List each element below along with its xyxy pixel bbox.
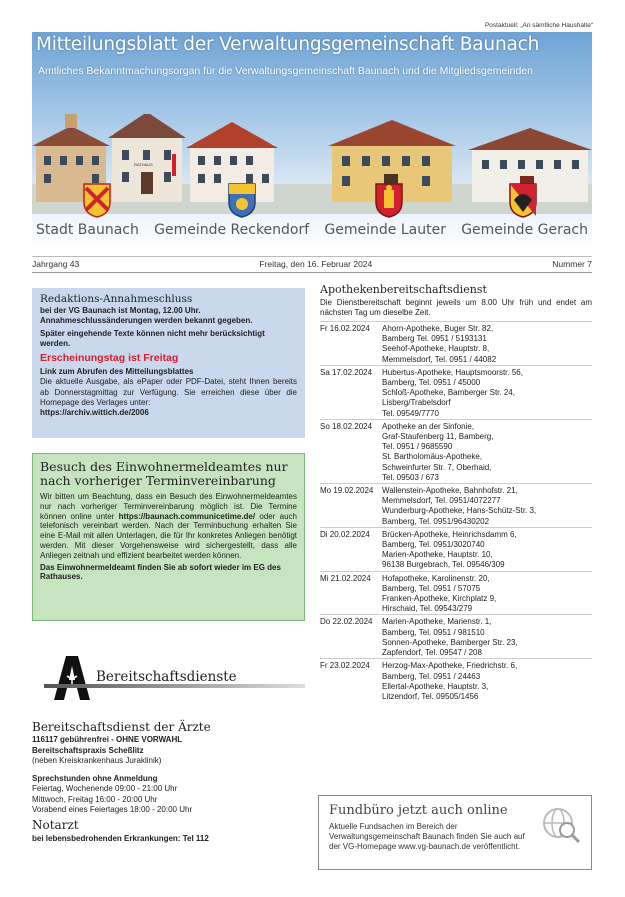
redaktion-box: [32, 288, 305, 438]
apotheken-day: [320, 419, 592, 483]
aerzte-praxis: Bereitschaftspraxis Scheßlitz: [32, 745, 144, 755]
issue-number: Nummer 7: [552, 259, 592, 269]
archive-link[interactable]: https://archiv.wittich.de/2006: [40, 408, 149, 418]
apotheken-day: [320, 365, 592, 419]
pharmacy-line: Apotheke an der Sinfonie,: [382, 421, 475, 431]
masthead-subtitle: Amtliches Bekanntmachungsorgan für die Verwaltungsgemeinschaft Baunach und die Mitgliedsgemeinden: [38, 65, 533, 77]
notarzt-text: bei lebensbedrohenden Erkrankungen: Tel 112: [32, 833, 209, 843]
reckendorf-crest-icon: [227, 182, 257, 218]
day-date: Fr 23.02.2024: [320, 661, 370, 671]
apotheken-day: [320, 321, 592, 365]
sprech-title: Sprechstunden ohne Anmeldung: [32, 774, 158, 784]
apotheken-section: [320, 283, 592, 702]
sprech-line: Mittwoch, Freitag 16:00 - 20:00 Uhr: [32, 794, 158, 804]
apotheken-day: [320, 658, 592, 702]
pharmacy-line: Tel. 09549/7770: [382, 408, 439, 418]
einwohner-title: Besuch des Einwohnermeldeamtes nur nach vorheriger Terminvereinbarung: [40, 459, 288, 488]
day-date: So 18.02.2024: [320, 421, 373, 431]
rathaus-sign: RATHAUS: [134, 162, 153, 167]
link-title: Link zum Abrufen des Mitteilungsblattes: [40, 367, 194, 377]
aerzte-phone: 116117 gebührenfrei - OHNE VORWAHL: [32, 735, 183, 745]
publication-day: Erscheinungstag ist Freitag: [40, 352, 179, 365]
gerach-crest-icon: [508, 182, 538, 218]
apotheken-day: [320, 571, 592, 615]
day-date: Di 20.02.2024: [320, 529, 370, 539]
pharmacy-line: Marien-Apotheke, Hauptstr. 10,: [382, 550, 493, 560]
pharmacy-line: Bamberg Tel. 0951 / 5193131: [382, 334, 487, 344]
pharmacy-line: Lisberg/Trabelsdorf: [382, 398, 451, 408]
pharmacy-line: St. Bartholomäus-Apotheke,: [382, 452, 483, 462]
apotheken-day: [320, 614, 592, 658]
pharmacy-line: Zapfendorf, Tel. 09547 / 208: [382, 648, 482, 658]
fundbuero-title: Fundbüro jetzt auch online: [329, 803, 508, 818]
pharmacy-line: Memmelsdorf, Tel. 0951 / 44082: [382, 354, 497, 364]
apotheken-intro: Die Dienstbereitschaft beginnt jeweils um 8.00 Uhr früh und endet am nächsten Tag um dieselbe Zeit.: [320, 298, 592, 317]
apotheken-list: [320, 321, 592, 702]
pharmacy-line: Herzog-Max-Apotheke, Friedrichstr. 6,: [382, 661, 518, 671]
notarzt-title: Notarzt: [32, 818, 79, 833]
fundbuero-text: Aktuelle Fundsachen im Bereich der Verwaltungsgemeinschaft Baunach finden Sie auch auf der VG-Homepage www.vg-baunach.de veröffentlicht.: [329, 822, 525, 851]
pharmacy-line: Tel. 09503 / 673: [382, 472, 439, 482]
pharmacy-line: Litzendorf, Tel. 09505/1456: [382, 691, 479, 701]
apotheken-title: Apothekenbereitschaftsdienst: [320, 283, 487, 296]
link-text: Die aktuelle Ausgabe, als ePaper oder PDF-Datei, steht Ihnen bereits ab Donnerstagmittag zur Verfügung. Sie erreichen diese über die Homepage des Verlages unter:: [40, 377, 297, 407]
pharmacy-line: Hofapotheke, Karolinenstr. 20,: [382, 573, 490, 583]
pharmacy-line: Wunderburg-Apotheke, Hans-Schütz-Str. 3,: [382, 506, 537, 516]
masthead-title: Mitteilungsblatt der Verwaltungsgemeinschaft Baunach: [36, 34, 540, 55]
pharmacy-line: 96138 Burgebrach, Tel. 09546/309: [382, 560, 505, 570]
fundbuero-box: [318, 795, 592, 870]
einwohner-text-1: Wir bitten um Beachtung, dass ein Besuch des Einwohnermeldeamtes nur nach vorheriger Terminvereinbarung möglich ist. Die Termine können online unter: [40, 492, 297, 521]
apotheke-a-icon: [52, 654, 92, 702]
aerzte-location: (neben Kreiskrankenhaus Juraklinik): [32, 755, 162, 765]
pharmacy-line: Ellertal-Apotheke, Hauptstr. 3,: [382, 681, 489, 691]
postal-note: Postaktuell: „An sämtliche Haushalte“: [484, 22, 593, 29]
pharmacy-line: Bamberg, Tel. 0951 / 981510: [382, 627, 485, 637]
day-date: Sa 17.02.2024: [320, 367, 373, 377]
globe-search-icon: [541, 806, 581, 846]
pharmacy-line: Bamberg, Tel. 0951/96430202: [382, 516, 490, 526]
pharmacy-line: Bamberg, Tel. 0951 / 57075: [382, 583, 481, 593]
pharmacy-line: Bamberg, Tel. 0951 / 45000: [382, 378, 481, 388]
day-date: Mi 21.02.2024: [320, 573, 371, 583]
town-gerach: Gemeinde Gerach: [461, 222, 588, 238]
apotheken-day: [320, 527, 592, 571]
issue-volume: Jahrgang 43: [32, 259, 80, 269]
day-date: Do 22.02.2024: [320, 617, 373, 627]
redaktion-late-note: Später eingehende Texte können nicht mehr berücksichtigt werden.: [40, 328, 265, 348]
aerzte-section: [32, 722, 305, 844]
day-date: Fr 16.02.2024: [320, 324, 370, 333]
pharmacy-line: Schweinfurter Str. 7, Oberhaid,: [382, 462, 492, 472]
einwohnermeldeamt-box: [32, 453, 305, 621]
einwohner-location: Das Einwohnermeldeamt finden Sie ab sofort wieder im EG des Rathauses.: [40, 562, 281, 582]
baunach-crest-icon: [82, 182, 112, 218]
pharmacy-line: Ahorn-Apotheke, Buger Str. 82,: [382, 324, 494, 333]
redaktion-deadline: bei der VG Baunach ist Montag, 12.00 Uhr. Annahmeschlussänderungen werden bekannt gegeben.: [40, 306, 253, 326]
sprech-line: Feiertag, Wochenende 09:00 - 21:00 Uhr: [32, 784, 178, 794]
pharmacy-line: Tel. 0951 / 9685590: [382, 442, 453, 452]
pharmacy-line: Hirschaid, Tel. 09543/279: [382, 604, 473, 614]
booking-link[interactable]: https://baunach.communicetime.de/: [118, 511, 256, 521]
pharmacy-line: Bamberg, Tel. 0951 / 24463: [382, 671, 481, 681]
sprech-line: Vorabend eines Feiertages 18:00 - 20:00 Uhr: [32, 805, 193, 815]
pharmacy-line: Schloß-Apotheke, Bamberger Str. 24,: [382, 388, 515, 398]
town-reckendorf: Gemeinde Reckendorf: [154, 222, 310, 238]
aerzte-title: Bereitschaftsdienst der Ärzte: [32, 720, 211, 734]
masthead-banner: [32, 32, 592, 250]
einwohner-text-2: oder auch telefonisch vereinbart werden. Nach der Terminbuchung erhalten Sie eine E-Mail mit allen Unterlagen, die für Ihr konkretes Anliegen benötigt werden. Mit dieser Vorgehensweise wird sichergestellt, dass alle Anliegen zeitnah und effizient bearbeitet werden können.: [40, 511, 298, 560]
redaktion-title: Redaktions-Annahmeschluss: [40, 293, 193, 305]
pharmacy-line: Wallenstein-Apotheke, Bahnhofstr. 21,: [382, 486, 518, 496]
bereitschaft-header: [44, 654, 305, 704]
town-names: [32, 222, 592, 238]
day-date: Mo 19.02.2024: [320, 486, 374, 496]
pharmacy-line: Hubertus-Apotheke, Hauptsmoorstr. 56,: [382, 367, 523, 377]
pharmacy-line: Graf-Staufenberg 11, Bamberg,: [382, 432, 494, 442]
lauter-crest-icon: [374, 182, 404, 218]
pharmacy-line: Brücken-Apotheke, Heinrichsdamm 6,: [382, 529, 517, 539]
pharmacy-line: Bamberg, Tel. 0951/3020740: [382, 540, 485, 550]
apotheken-day: [320, 483, 592, 527]
bereitschaft-title: Bereitschaftsdienste: [96, 669, 237, 685]
pharmacy-line: Sonnen-Apotheke, Bamberger Str. 23,: [382, 637, 518, 647]
pharmacy-line: Seehof-Apotheke, Hauptstr. 8,: [382, 344, 490, 354]
town-baunach: Stadt Baunach: [36, 222, 139, 238]
town-lauter: Gemeinde Lauter: [324, 222, 446, 238]
issue-date: Freitag, den 16. Februar 2024: [259, 259, 373, 269]
pharmacy-line: Memmelsdorf, Tel. 0951/4072277: [382, 496, 501, 506]
issue-meta: [32, 256, 592, 273]
pharmacy-line: Franken-Apotheke, Kirchplatz 9,: [382, 594, 497, 604]
pharmacy-line: Marien-Apotheke, Marienstr. 1,: [382, 617, 492, 627]
building-reckendorf: [108, 114, 186, 202]
